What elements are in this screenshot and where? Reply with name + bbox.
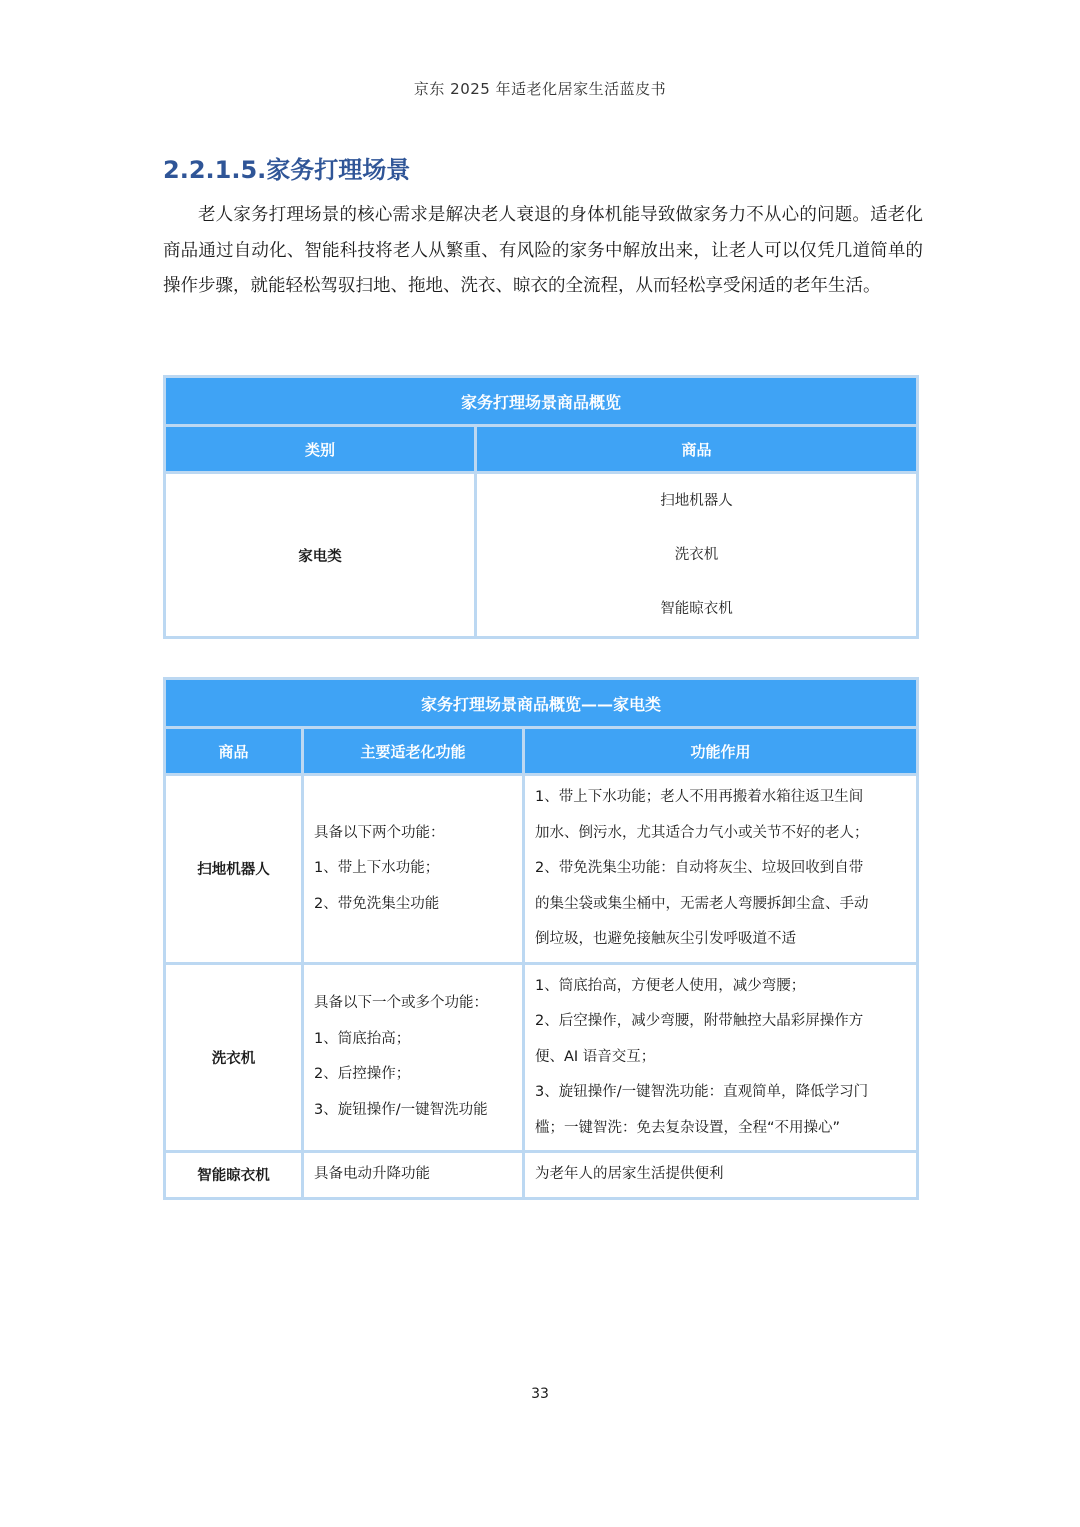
effect-line: 倒垃圾，也避免接触灰尘引发呼吸道不适 (535, 931, 796, 947)
effect-line: 便、AI 语音交互； (535, 1048, 656, 1065)
feature-line: 1、筒底抬高； (314, 1030, 411, 1047)
effect-line: 2、带免洗集尘功能：自动将灰尘、垃圾回收到自带 (535, 860, 864, 876)
feature-line: 2、带免洗集尘功能 (314, 895, 440, 912)
intro-line: 适的老年生活。 (758, 276, 881, 296)
effects-cell (524, 1152, 918, 1199)
table-row (165, 1152, 918, 1199)
appliance-table-caption: 家务打理场景商品概览——家电类 (165, 679, 918, 728)
header-product: 商品 (476, 426, 918, 473)
effect-line: 1、筒底抬高，方便老人使用，减少弯腰； (535, 977, 806, 994)
effect-line: 的集尘袋或集尘桶中，无需老人弯腰拆卸尘盒、手动 (535, 895, 869, 912)
effect-line: 加水、倒污水，尤其适合力气小或关节不好的老人； (535, 824, 869, 841)
effect-line: 1、带上下水功能；老人不用再搬着水箱往返卫生间 (535, 789, 864, 805)
category-cell: 家电类 (165, 473, 476, 638)
effects-cell (524, 963, 918, 1152)
overview-table-caption: 家务打理场景商品概览 (165, 377, 918, 426)
product-item: 洗衣机 (674, 547, 719, 563)
features-cell (303, 963, 524, 1152)
section-title: 2.2.1.5.家务打理场景 (163, 156, 411, 184)
page-number: 33 (531, 1386, 549, 1402)
product-cell: 智能晾衣机 (165, 1152, 303, 1199)
feature-line: 1、带上下水功能； (314, 860, 440, 876)
running-header: 京东 2025 年适老化居家生活蓝皮书 (413, 80, 667, 98)
header-features: 主要适老化功能 (303, 728, 524, 775)
header-category: 类别 (165, 426, 476, 473)
effect-line: 3、旋钮操作/一键智洗功能：直观简单，降低学习门 (535, 1084, 869, 1100)
intro-line: 适老化商品通过自动化、智能科技将老人从繁重、有风险的家务中解放出来，让老人可以仅 (163, 205, 923, 261)
feature-line: 具备电动升降功能 (314, 1166, 430, 1182)
table-row (165, 775, 918, 964)
effect-line: 2、后空操作，减少弯腰，附带触控大晶彩屏操作方 (535, 1013, 864, 1029)
appliance-table (163, 677, 919, 1200)
features-cell (303, 775, 524, 964)
features-cell (303, 1152, 524, 1199)
intro-paragraph (163, 198, 923, 305)
feature-line: 3、旋钮操作/一键智洗功能 (314, 1101, 488, 1118)
overview-table (163, 375, 919, 639)
effect-line: 为老年人的居家生活提供便利 (535, 1166, 724, 1182)
effect-line: 槛；一键智洗：免去复杂设置，全程“不用操心” (535, 1119, 841, 1136)
feature-line: 具备以下一个或多个功能： (314, 995, 488, 1012)
feature-line: 2、后控操作； (314, 1066, 411, 1083)
product-list-cell (476, 473, 918, 638)
table-row (165, 963, 918, 1152)
product-cell: 洗衣机 (165, 963, 303, 1152)
feature-line: 具备以下两个功能： (314, 824, 445, 841)
header-product: 商品 (165, 728, 303, 775)
header-effects: 功能作用 (524, 728, 918, 775)
product-item: 扫地机器人 (660, 493, 733, 509)
effects-cell (524, 775, 918, 964)
intro-line: 凭几道简单的操作步骤，就能轻松驾驭扫地、拖地、洗衣、晾衣的全流程，从而轻松享受闲 (163, 240, 924, 296)
intro-line: 老人家务打理场景的核心需求是解决老人衰退的身体机能导致做家务力不从心的问题。 (198, 205, 871, 225)
product-cell: 扫地机器人 (165, 775, 303, 964)
product-item: 智能晾衣机 (660, 601, 733, 617)
